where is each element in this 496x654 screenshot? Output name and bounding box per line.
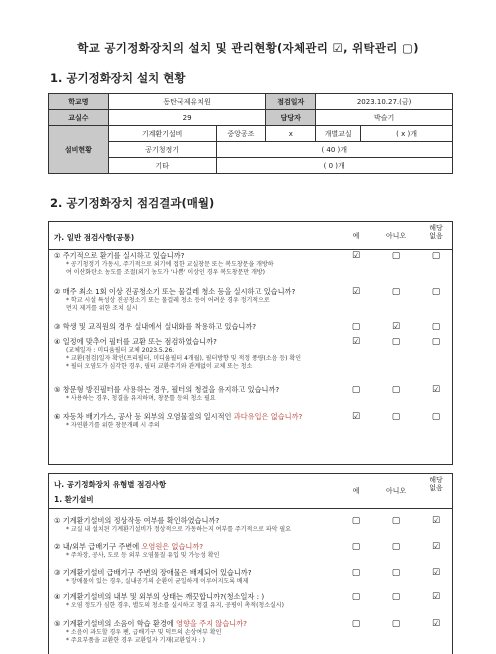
checklist-item: [54, 542, 374, 560]
na-checkbox[interactable]: ☑: [431, 568, 441, 578]
general-checklist-title: 가. 일반 점검사항(공통): [54, 233, 135, 242]
na-checkbox[interactable]: ▢: [431, 287, 441, 297]
document-title: 학교 공기정화장치의 설치 및 관리현황(자체관리 ☑, 위탁관리 ▢): [77, 41, 419, 55]
ventilation-subtitle: 1. 환기설비: [54, 495, 94, 504]
section-2-heading: 2. 공기정화장치 점검결과(매월): [50, 196, 215, 210]
item-question: ⑤ 창문형 방진필터를 사용하는 경우, 필터의 청결을 유지하고 있습니까?: [54, 385, 280, 394]
item-question: ② 매주 최소 1회 이상 진공청소기 또는 물걸레 청소 등을 실시하고 있습니까?: [54, 287, 296, 296]
rooms-value: 29: [108, 110, 266, 126]
item-highlight: 오염원은 없습니까?: [141, 542, 204, 551]
na-column-header: 해당 없음: [429, 224, 443, 240]
rooms-label: 교실수: [49, 110, 109, 126]
item-note: * 주요부품을 교환한 경우 교환일자 기재(교환일자 : ): [66, 637, 205, 644]
equipment-label: 설비현황: [49, 126, 109, 174]
no-checkbox[interactable]: ☑: [391, 322, 401, 332]
school-label: 학교명: [49, 94, 109, 110]
checklist-item: [54, 568, 374, 586]
purifier-label: 공기청정기: [108, 142, 216, 158]
item-note: * 교환(점검)일자 확인(프리필터, 미디움필터 4개월), 필터방향 및 적정 풍량(소음 등) 확인: [66, 355, 302, 362]
na-checkbox[interactable]: ☑: [431, 619, 441, 629]
item-question: ⑤ 기계환기설비의 소음이 학습 환경에 영향을 주지 않습니까?: [54, 619, 247, 628]
yes-checkbox[interactable]: ☑: [351, 251, 361, 261]
no-checkbox[interactable]: ▢: [391, 542, 401, 552]
item-note: * 주차장, 공사, 도로 등 외부 오염물질 유입 및 가능성 확인: [66, 552, 220, 559]
checklist-item: [54, 322, 374, 332]
other-value: ( 0 )개: [216, 158, 453, 174]
item-note: * 자연환기를 위한 창문개폐 시 주의: [66, 422, 160, 429]
item-question: ④ 일정에 맞추어 필터를 교환 또는 점검하였습니까?: [54, 337, 217, 346]
general-checklist: [48, 221, 453, 465]
checklist-item: [54, 619, 374, 645]
na-column-header: 해당 없음: [429, 476, 443, 492]
yes-checkbox[interactable]: ☑: [351, 337, 361, 347]
type-checklist: [48, 473, 453, 654]
yes-checkbox[interactable]: ▢: [351, 322, 361, 332]
section-1-heading: 1. 공기정화장치 설치 현황: [50, 71, 186, 85]
na-checkbox[interactable]: ☑: [431, 542, 441, 552]
no-checkbox[interactable]: ▢: [391, 516, 401, 526]
type-checklist-header: [49, 474, 452, 509]
item-note: (교체일자 : 미디움필터 교체 2023.5.26.: [66, 347, 175, 354]
na-checkbox[interactable]: ▢: [431, 251, 441, 261]
na-checkbox[interactable]: ▢: [431, 322, 441, 332]
school-value: 동탄국제유치원: [108, 94, 266, 110]
item-question: ④ 기계환기설비의 내부 및 외부의 상태는 깨끗합니까?(청소일자 : ): [54, 592, 265, 601]
yes-column-header: 예: [352, 487, 360, 495]
no-checkbox[interactable]: ▢: [391, 337, 401, 347]
yes-checkbox[interactable]: ▢: [351, 542, 361, 552]
no-checkbox[interactable]: ▢: [391, 287, 401, 297]
item-question: ② 내/외부 급배기구 주변에 오염원은 없습니까?: [54, 542, 204, 551]
type-checklist-title: 나. 공기정화장치 유형별 점검사항: [54, 480, 167, 489]
item-highlight: 영향을 주지 않습니까?: [176, 619, 247, 628]
installation-table: [48, 93, 453, 174]
checklist-item: [54, 287, 374, 313]
yes-checkbox[interactable]: ☑: [351, 287, 361, 297]
vent-label: 기계환기설비: [108, 126, 216, 142]
central-value: x: [266, 126, 316, 142]
item-note: * 공기청정기 가동시, 주기적으로 외기에 접한 교실창문 또는 복도창문을 개방하: [66, 261, 274, 268]
yes-checkbox[interactable]: ▢: [351, 385, 361, 395]
yes-column-header: 예: [352, 231, 360, 240]
manager-value: 박슬기: [316, 110, 453, 126]
no-column-header: 아니오: [385, 231, 407, 240]
item-note: * 필터 오염도가 심각한 경우, 필터 교환주기와 관계없이 교체 또는 청소: [66, 363, 253, 370]
item-question: ③ 학생 및 교직원의 경우 실내에서 실내화를 착용하고 있습니까?: [54, 322, 257, 331]
na-checkbox[interactable]: ☑: [431, 516, 441, 526]
item-question: ① 기계환기설비의 정상작동 여부를 확인하였습니까?: [54, 516, 220, 525]
individual-value: ( x )개: [361, 126, 453, 142]
checklist-item: [54, 385, 374, 403]
checklist-item: [54, 592, 374, 610]
item-note: * 사용하는 경우, 청결을 유지하며, 창문틀 등의 청소 필요: [66, 395, 216, 402]
item-note: * 오염 정도가 심한 경우, 별도의 청소를 실시하고 청결 유지, 공평이 촉적(청소실시): [66, 602, 284, 609]
na-checkbox[interactable]: ▢: [431, 412, 441, 422]
individual-label: 개별교실: [316, 126, 361, 142]
item-note: * 학교 시설 특성상 진공청소기 또는 물걸레 청소 등이 어려운 경우 정기적으로: [66, 297, 270, 304]
no-checkbox[interactable]: ▢: [391, 412, 401, 422]
item-question: ⑥ 자동차 배기가스, 공사 등 외부의 오염물질의 일시적인 과다유입은 없습니까?: [54, 412, 303, 421]
item-question: ③ 기계환기설비 급배기구 주변의 장애물은 배제되어 있습니까?: [54, 568, 252, 577]
no-checkbox[interactable]: ▢: [391, 592, 401, 602]
yes-checkbox[interactable]: ▢: [351, 516, 361, 526]
no-checkbox[interactable]: ▢: [391, 619, 401, 629]
no-checkbox[interactable]: ▢: [391, 251, 401, 261]
checklist-item: [54, 251, 374, 277]
purifier-value: ( 40 )개: [216, 142, 453, 158]
na-checkbox[interactable]: ☑: [431, 385, 441, 395]
yes-checkbox[interactable]: ▢: [351, 592, 361, 602]
other-label: 기타: [108, 158, 216, 174]
checklist-item: [54, 337, 374, 371]
item-note: 먼지 제거를 위한 조치 실시: [66, 305, 138, 312]
central-label: 중앙공조: [216, 126, 266, 142]
date-label: 점검일자: [266, 94, 316, 110]
item-question: ① 주기적으로 환기를 실시하고 있습니까?: [54, 251, 185, 260]
no-checkbox[interactable]: ▢: [391, 568, 401, 578]
manager-label: 담당자: [266, 110, 316, 126]
checklist-item: [54, 516, 374, 534]
item-highlight: 과다유입은 없습니까?: [233, 412, 303, 421]
yes-checkbox[interactable]: ▢: [351, 619, 361, 629]
date-value: 2023.10.27.(금): [316, 94, 453, 110]
na-checkbox[interactable]: ☑: [431, 592, 441, 602]
yes-checkbox[interactable]: ☑: [351, 412, 361, 422]
item-note: * 교실 내 설치된 기계환기설비가 정상적으로 가동하는지 여부를 주기적으로 파악 필요: [66, 526, 291, 533]
yes-checkbox[interactable]: ▢: [351, 568, 361, 578]
na-checkbox[interactable]: ▢: [431, 337, 441, 347]
checklist-item: [54, 412, 374, 430]
item-note: * 장애물이 있는 경우, 실내공기의 순환이 균일하게 이루어지도록 배제: [66, 578, 249, 585]
item-note: 여 이산화탄소 농도를 조절(외기 농도가 '나쁨' 이상인 경우 복도창문만 개방): [66, 269, 266, 276]
no-column-header: 아니오: [385, 487, 407, 495]
item-note: * 소음이 과도할 경우 팬, 급배기구 및 덕트의 손상여부 확인: [66, 629, 222, 636]
no-checkbox[interactable]: ▢: [391, 385, 401, 395]
general-checklist-header: [49, 222, 452, 250]
